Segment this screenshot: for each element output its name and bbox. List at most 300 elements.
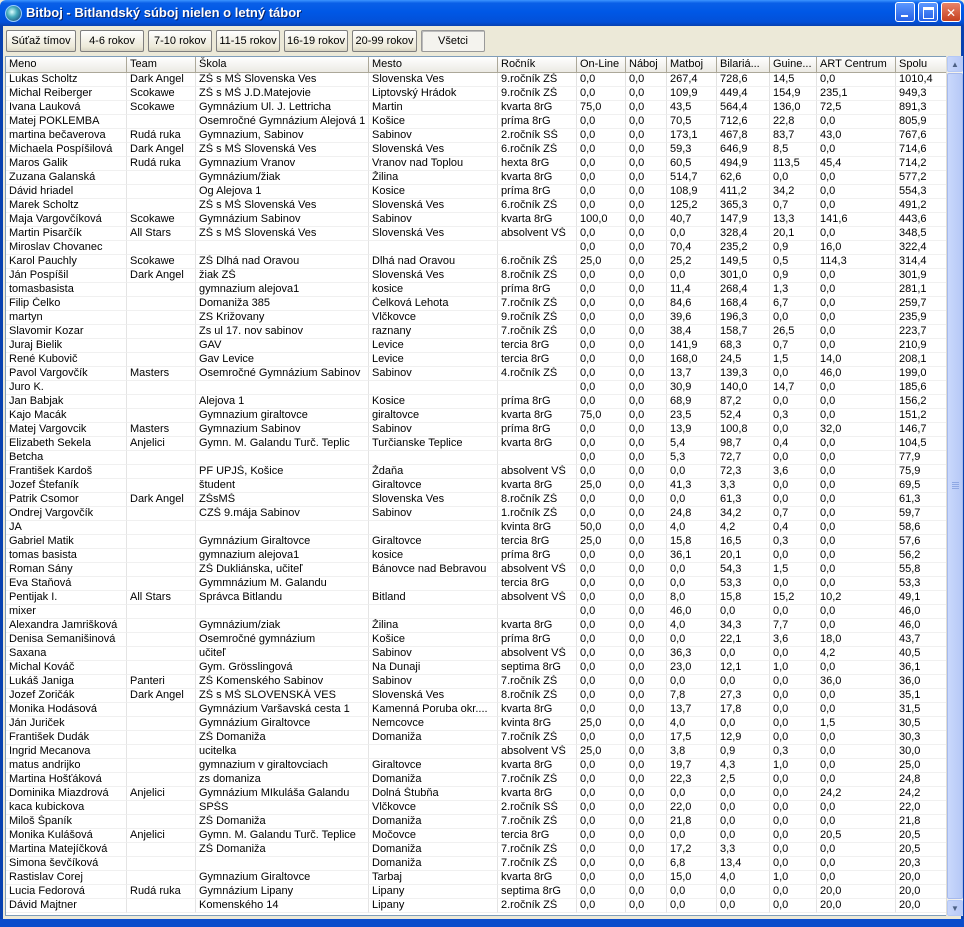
cell-guinea: 0,0 — [770, 367, 817, 381]
cell-matboj: 15,8 — [667, 535, 717, 549]
cell-naboj: 0,0 — [626, 493, 667, 507]
cell-naboj: 0,0 — [626, 675, 667, 689]
column-header-city[interactable]: Mesto — [369, 57, 498, 73]
cell-bilaria: 100,8 — [717, 423, 770, 437]
cell-city: Žilina — [369, 619, 498, 633]
cell-guinea: 3,6 — [770, 633, 817, 647]
cell-school: Gymnázium Varšavská cesta 1 — [196, 703, 369, 717]
table-row[interactable] — [6, 521, 947, 535]
cell-name: Slavomir Kozar — [6, 325, 127, 339]
table-row[interactable] — [6, 171, 947, 185]
cell-grade: 7.ročník ZŠ — [498, 731, 577, 745]
cell-grade: 6.ročník ZŠ — [498, 199, 577, 213]
cell-school: ZŠ Komenského Sabinov — [196, 675, 369, 689]
filter-age-4-6-button[interactable]: 4-6 rokov — [80, 30, 144, 52]
thumb-grip — [952, 482, 959, 483]
cell-team: Masters — [127, 423, 196, 437]
table-row[interactable] — [6, 283, 947, 297]
column-header-team[interactable]: Team — [127, 57, 196, 73]
cell-name: Marek Scholtz — [6, 199, 127, 213]
cell-online: 0,0 — [577, 577, 626, 591]
cell-guinea: 0,0 — [770, 647, 817, 661]
cell-team — [127, 241, 196, 255]
cell-name: František Dudák — [6, 731, 127, 745]
cell-team — [127, 633, 196, 647]
table-row[interactable] — [6, 227, 947, 241]
cell-matboj: 60,5 — [667, 157, 717, 171]
table-row[interactable] — [6, 871, 947, 885]
cell-city: Martin — [369, 101, 498, 115]
filter-age-7-10-button[interactable]: 7-10 rokov — [148, 30, 212, 52]
cell-art-centrum: 0,0 — [817, 227, 896, 241]
cell-naboj: 0,0 — [626, 213, 667, 227]
table-row[interactable] — [6, 801, 947, 815]
cell-matboj: 5,3 — [667, 451, 717, 465]
cell-grade: 7.ročník ZŠ — [498, 843, 577, 857]
cell-city: Nemcovce — [369, 717, 498, 731]
cell-city: Kosice — [369, 185, 498, 199]
table-row[interactable] — [6, 157, 947, 171]
table-row[interactable] — [6, 843, 947, 857]
cell-guinea: 14,7 — [770, 381, 817, 395]
filter-all-button[interactable]: Všetci — [421, 30, 485, 52]
cell-online: 25,0 — [577, 535, 626, 549]
cell-team — [127, 577, 196, 591]
cell-art-centrum: 0,0 — [817, 311, 896, 325]
cell-online: 0,0 — [577, 703, 626, 717]
cell-grade: kvinta 8rG — [498, 717, 577, 731]
table-row[interactable] — [6, 745, 947, 759]
column-header-naboj[interactable]: Náboj — [626, 57, 667, 73]
cell-name: Kajo Macák — [6, 409, 127, 423]
cell-matboj: 0,0 — [667, 829, 717, 843]
cell-guinea: 0,0 — [770, 395, 817, 409]
table-row[interactable] — [6, 241, 947, 255]
cell-grade: 8.ročník ZŠ — [498, 493, 577, 507]
cell-team: Dark Angel — [127, 493, 196, 507]
cell-matboj: 41,3 — [667, 479, 717, 493]
cell-guinea: 0,7 — [770, 199, 817, 213]
cell-guinea: 0,0 — [770, 451, 817, 465]
cell-naboj: 0,0 — [626, 115, 667, 129]
column-header-guinea[interactable]: Guine... — [770, 57, 817, 73]
title-bar[interactable] — [0, 0, 964, 26]
cell-bilaria: 4,0 — [717, 871, 770, 885]
cell-online: 0,0 — [577, 73, 626, 87]
cell-bilaria: 149,5 — [717, 255, 770, 269]
cell-grade: 7.ročník ZŠ — [498, 857, 577, 871]
cell-naboj: 0,0 — [626, 549, 667, 563]
cell-school: Gymn. M. Galandu Turč. Teplice — [196, 829, 369, 843]
cell-matboj: 13,7 — [667, 703, 717, 717]
table-row[interactable] — [6, 479, 947, 493]
cell-grade: 6.ročník ZŠ — [498, 255, 577, 269]
table-row[interactable] — [6, 787, 947, 801]
cell-name: martyn — [6, 311, 127, 325]
cell-grade: absolvent VŠ — [498, 745, 577, 759]
table-row[interactable] — [6, 717, 947, 731]
cell-matboj: 108,9 — [667, 185, 717, 199]
cell-online: 0,0 — [577, 731, 626, 745]
cell-city: Na Dunaji — [369, 661, 498, 675]
cell-bilaria: 467,8 — [717, 129, 770, 143]
cell-team — [127, 703, 196, 717]
cell-name: Lucia Fedorová — [6, 885, 127, 899]
cell-naboj: 0,0 — [626, 395, 667, 409]
table-row[interactable] — [6, 731, 947, 745]
cell-team — [127, 479, 196, 493]
table-row[interactable] — [6, 101, 947, 115]
window-border-left — [0, 26, 3, 927]
maximize-icon — [923, 7, 934, 19]
table-row[interactable] — [6, 115, 947, 129]
cell-bilaria: 494,9 — [717, 157, 770, 171]
cell-bilaria: 328,4 — [717, 227, 770, 241]
table-row[interactable] — [6, 129, 947, 143]
table-row[interactable] — [6, 87, 947, 101]
cell-art-centrum: 24,2 — [817, 787, 896, 801]
cell-team: Scokawe — [127, 213, 196, 227]
close-button[interactable] — [941, 2, 961, 22]
table-row[interactable] — [6, 451, 947, 465]
column-header-matboj[interactable]: Matboj — [667, 57, 717, 73]
cell-school: ZŠ s MŠ J.D.Matejovie — [196, 87, 369, 101]
cell-art-centrum: 0,0 — [817, 409, 896, 423]
cell-naboj: 0,0 — [626, 717, 667, 731]
minimize-button[interactable] — [895, 2, 915, 22]
cell-bilaria: 0,0 — [717, 801, 770, 815]
cell-city: Kamenná Poruba okr.... — [369, 703, 498, 717]
cell-city — [369, 381, 498, 395]
cell-matboj: 0,0 — [667, 227, 717, 241]
cell-bilaria: 139,3 — [717, 367, 770, 381]
cell-team — [127, 661, 196, 675]
table-row[interactable] — [6, 563, 947, 577]
cell-guinea: 0,0 — [770, 703, 817, 717]
cell-school: GAV — [196, 339, 369, 353]
table-row[interactable] — [6, 409, 947, 423]
table-row[interactable] — [6, 857, 947, 871]
table-row[interactable] — [6, 255, 947, 269]
table-row[interactable] — [6, 549, 947, 563]
cell-total: 59,7 — [896, 507, 947, 521]
maximize-button[interactable] — [918, 2, 938, 22]
cell-school: ZŠ Domaniža — [196, 731, 369, 745]
cell-bilaria: 22,1 — [717, 633, 770, 647]
cell-bilaria: 2,5 — [717, 773, 770, 787]
cell-art-centrum: 0,0 — [817, 577, 896, 591]
cell-team — [127, 535, 196, 549]
table-row[interactable] — [6, 213, 947, 227]
cell-name: Pavol Vargovčík — [6, 367, 127, 381]
cell-city: Močovce — [369, 829, 498, 843]
table-row[interactable] — [6, 619, 947, 633]
cell-name: Juraj Bielik — [6, 339, 127, 353]
cell-total: 75,9 — [896, 465, 947, 479]
cell-naboj: 0,0 — [626, 227, 667, 241]
cell-team — [127, 451, 196, 465]
table-row[interactable] — [6, 689, 947, 703]
cell-school: Domaniža 385 — [196, 297, 369, 311]
table-row[interactable] — [6, 493, 947, 507]
cell-city: Sabinov — [369, 675, 498, 689]
cell-online: 0,0 — [577, 311, 626, 325]
cell-city: Čelková Lehota — [369, 297, 498, 311]
table-row[interactable] — [6, 143, 947, 157]
cell-school: Gymnazium Giraltovce — [196, 871, 369, 885]
cell-total: 46,0 — [896, 605, 947, 619]
cell-name: Matej POKLEMBA — [6, 115, 127, 129]
cell-online: 0,0 — [577, 787, 626, 801]
cell-grade: tercia 8rG — [498, 535, 577, 549]
cell-art-centrum: 0,0 — [817, 815, 896, 829]
cell-team — [127, 339, 196, 353]
cell-matboj: 5,4 — [667, 437, 717, 451]
table-row[interactable] — [6, 185, 947, 199]
cell-city: Vlčkovce — [369, 801, 498, 815]
cell-school: Gym. Grösslingová — [196, 661, 369, 675]
cell-school: Gymnazium Sabinov — [196, 423, 369, 437]
column-header-art-centrum[interactable]: ART Centrum — [817, 57, 896, 73]
cell-city: Dlhá nad Oravou — [369, 255, 498, 269]
cell-guinea: 26,5 — [770, 325, 817, 339]
cell-matboj: 30,9 — [667, 381, 717, 395]
cell-online: 0,0 — [577, 493, 626, 507]
column-header-name[interactable]: Meno — [6, 57, 127, 73]
cell-city — [369, 577, 498, 591]
cell-city: Domaniža — [369, 731, 498, 745]
cell-naboj: 0,0 — [626, 297, 667, 311]
cell-city: Sabinov — [369, 213, 498, 227]
table-row[interactable] — [6, 829, 947, 843]
cell-team: Dark Angel — [127, 73, 196, 87]
table-row[interactable] — [6, 885, 947, 899]
cell-school: Komenského 14 — [196, 899, 369, 913]
cell-city: Košice — [369, 633, 498, 647]
cell-team: Panteri — [127, 675, 196, 689]
cell-grade: kvarta 8rG — [498, 703, 577, 717]
cell-naboj: 0,0 — [626, 801, 667, 815]
cell-naboj: 0,0 — [626, 605, 667, 619]
table-row[interactable] — [6, 773, 947, 787]
table-row[interactable] — [6, 297, 947, 311]
cell-team: Anjelici — [127, 437, 196, 451]
cell-guinea: 113,5 — [770, 157, 817, 171]
cell-art-centrum: 0,0 — [817, 269, 896, 283]
table-row[interactable] — [6, 577, 947, 591]
table-row[interactable] — [6, 633, 947, 647]
cell-naboj: 0,0 — [626, 311, 667, 325]
cell-total: 20,0 — [896, 885, 947, 899]
filter-teams-button[interactable]: Súťaž tímov — [6, 30, 76, 52]
cell-art-centrum: 18,0 — [817, 633, 896, 647]
column-header-school[interactable]: Škola — [196, 57, 369, 73]
cell-naboj: 0,0 — [626, 731, 667, 745]
cell-guinea: 0,4 — [770, 437, 817, 451]
column-header-online[interactable]: On-Line — [577, 57, 626, 73]
cell-online: 0,0 — [577, 395, 626, 409]
cell-online: 0,0 — [577, 619, 626, 633]
vertical-scrollbar[interactable] — [946, 56, 963, 916]
table-row[interactable] — [6, 353, 947, 367]
cell-total: 949,3 — [896, 87, 947, 101]
cell-total: 281,1 — [896, 283, 947, 297]
cell-total: 322,4 — [896, 241, 947, 255]
cell-bilaria: 98,7 — [717, 437, 770, 451]
table-row[interactable] — [6, 703, 947, 717]
cell-naboj: 0,0 — [626, 241, 667, 255]
table-row[interactable] — [6, 381, 947, 395]
cell-total: 25,0 — [896, 759, 947, 773]
cell-school: ZŠsMŠ — [196, 493, 369, 507]
cell-bilaria: 168,4 — [717, 297, 770, 311]
cell-bilaria: 62,6 — [717, 171, 770, 185]
cell-matboj: 46,0 — [667, 605, 717, 619]
cell-name: Saxana — [6, 647, 127, 661]
cell-matboj: 17,5 — [667, 731, 717, 745]
cell-naboj: 0,0 — [626, 157, 667, 171]
table-row[interactable] — [6, 395, 947, 409]
cell-grade: absolvent VŠ — [498, 647, 577, 661]
table-row[interactable] — [6, 465, 947, 479]
table-row[interactable] — [6, 367, 947, 381]
column-header-grade[interactable]: Ročník — [498, 57, 577, 73]
close-icon: ✕ — [945, 6, 957, 20]
cell-total: 314,4 — [896, 255, 947, 269]
cell-art-centrum: 0,0 — [817, 479, 896, 493]
table-row[interactable] — [6, 661, 947, 675]
cell-bilaria: 17,8 — [717, 703, 770, 717]
cell-total: 20,5 — [896, 843, 947, 857]
cell-grade: kvinta 8rG — [498, 521, 577, 535]
cell-school: ZŠ Domaniža — [196, 815, 369, 829]
cell-city: Sabinov — [369, 647, 498, 661]
cell-art-centrum: 4,2 — [817, 647, 896, 661]
cell-art-centrum: 0,0 — [817, 297, 896, 311]
cell-total: 24,2 — [896, 787, 947, 801]
cell-team: Anjelici — [127, 787, 196, 801]
cell-city: Slovenská Ves — [369, 143, 498, 157]
cell-name: René Kubovič — [6, 353, 127, 367]
scroll-up-button[interactable]: ▲ — [947, 56, 963, 72]
cell-city: Sabinov — [369, 423, 498, 437]
table-row[interactable] — [6, 199, 947, 213]
cell-school: ZŠ s MŠ SLOVENSKÁ VES — [196, 689, 369, 703]
cell-naboj: 0,0 — [626, 353, 667, 367]
table-row[interactable] — [6, 311, 947, 325]
table-row[interactable] — [6, 339, 947, 353]
cell-naboj: 0,0 — [626, 507, 667, 521]
cell-matboj: 3,8 — [667, 745, 717, 759]
cell-art-centrum: 20,0 — [817, 899, 896, 913]
table-row[interactable] — [6, 899, 947, 913]
cell-art-centrum: 0,0 — [817, 549, 896, 563]
cell-naboj: 0,0 — [626, 479, 667, 493]
table-row[interactable] — [6, 647, 947, 661]
table-row[interactable] — [6, 815, 947, 829]
cell-bilaria: 12,1 — [717, 661, 770, 675]
cell-total: 235,9 — [896, 311, 947, 325]
cell-bilaria: 0,0 — [717, 815, 770, 829]
thumb-grip — [952, 488, 959, 489]
cell-matboj: 141,9 — [667, 339, 717, 353]
cell-naboj: 0,0 — [626, 87, 667, 101]
cell-online: 0,0 — [577, 563, 626, 577]
cell-naboj: 0,0 — [626, 759, 667, 773]
cell-team — [127, 521, 196, 535]
table-row[interactable] — [6, 437, 947, 451]
table-row[interactable] — [6, 423, 947, 437]
cell-guinea: 154,9 — [770, 87, 817, 101]
cell-city: giraltovce — [369, 409, 498, 423]
cell-school: ZŠ s MŠ Slovenska Ves — [196, 73, 369, 87]
table-row[interactable] — [6, 675, 947, 689]
cell-school: Gymnázium Lipany — [196, 885, 369, 899]
cell-art-centrum: 0,0 — [817, 871, 896, 885]
scrollbar-thumb[interactable] — [947, 73, 963, 899]
cell-bilaria: 15,8 — [717, 591, 770, 605]
filter-age-20-99-button[interactable]: 20-99 rokov — [352, 30, 417, 52]
cell-guinea: 136,0 — [770, 101, 817, 115]
cell-school: Gymnázium Sabinov — [196, 213, 369, 227]
table-row[interactable] — [6, 507, 947, 521]
cell-art-centrum: 0,0 — [817, 73, 896, 87]
column-header-bilaria[interactable]: Bilariá... — [717, 57, 770, 73]
table-row[interactable] — [6, 269, 947, 283]
cell-school: gymnazium v giraltovciach — [196, 759, 369, 773]
cell-team — [127, 199, 196, 213]
scroll-down-button[interactable]: ▼ — [947, 900, 963, 916]
cell-city: kosice — [369, 549, 498, 563]
cell-guinea: 0,0 — [770, 885, 817, 899]
cell-bilaria: 0,0 — [717, 899, 770, 913]
cell-grade: kvarta 8rG — [498, 871, 577, 885]
cell-guinea: 0,0 — [770, 773, 817, 787]
filter-age-16-19-button[interactable]: 16-19 rokov — [284, 30, 348, 52]
cell-matboj: 70,5 — [667, 115, 717, 129]
cell-team — [127, 899, 196, 913]
cell-art-centrum: 0,0 — [817, 325, 896, 339]
cell-name: tomasbasista — [6, 283, 127, 297]
cell-art-centrum: 72,5 — [817, 101, 896, 115]
cell-guinea: 83,7 — [770, 129, 817, 143]
cell-total: 301,9 — [896, 269, 947, 283]
table-row[interactable] — [6, 759, 947, 773]
cell-matboj: 7,8 — [667, 689, 717, 703]
table-row[interactable] — [6, 535, 947, 549]
cell-art-centrum: 0,0 — [817, 689, 896, 703]
cell-total: 146,7 — [896, 423, 947, 437]
cell-name: Martina Hošťáková — [6, 773, 127, 787]
cell-naboj: 0,0 — [626, 409, 667, 423]
filter-age-11-15-button[interactable]: 11-15 rokov — [216, 30, 280, 52]
cell-art-centrum: 0,0 — [817, 759, 896, 773]
cell-name: Ivana Lauková — [6, 101, 127, 115]
cell-online: 0,0 — [577, 857, 626, 871]
cell-guinea: 0,0 — [770, 171, 817, 185]
cell-art-centrum: 0,0 — [817, 507, 896, 521]
table-row[interactable] — [6, 73, 947, 87]
cell-guinea: 8,5 — [770, 143, 817, 157]
table-row[interactable] — [6, 325, 947, 339]
cell-guinea: 1,0 — [770, 759, 817, 773]
cell-art-centrum: 0,0 — [817, 535, 896, 549]
table-row[interactable] — [6, 591, 947, 605]
table-row[interactable] — [6, 605, 947, 619]
column-header-total[interactable]: Spolu — [896, 57, 947, 73]
cell-matboj: 38,4 — [667, 325, 717, 339]
cell-online: 0,0 — [577, 423, 626, 437]
